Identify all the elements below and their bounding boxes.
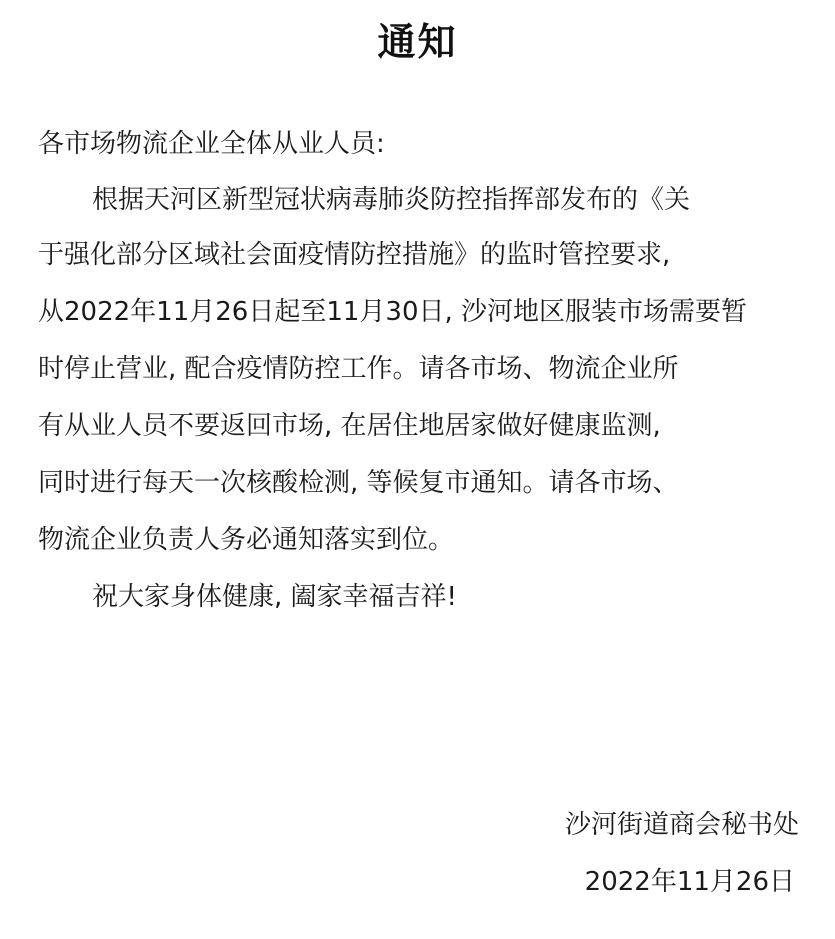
body-line: 有从业人员不要返回市场, 在居住地居家做好健康监测, (38, 411, 661, 441)
notice-salutation: 各市场物流企业全体从业人员: (38, 129, 385, 159)
body-line: 时停止营业, 配合疫情防控工作。请各市场、物流企业所 (38, 354, 679, 384)
body-line: 根据天河区新型冠状病毒肺炎防控指挥部发布的《关 (92, 185, 691, 215)
body-line: 同时进行每天一次核酸检测, 等候复市通知。请各市场、 (38, 468, 679, 498)
signer-name: 沙河街道商会秘书处 (564, 810, 799, 840)
issue-date: 2022年11月26日 (584, 867, 795, 897)
closing-wishes: 祝大家身体健康, 阖家幸福吉祥! (92, 582, 457, 612)
notice-title: 通知 (377, 20, 458, 64)
body-line: 物流企业负责人务必通知落实到位。 (38, 525, 455, 555)
body-line: 从2022年11月26日起至11月30日, 沙河地区服装市场需要暂 (38, 297, 748, 327)
body-line: 于强化部分区域社会面疫情防控措施》的监时管控要求, (38, 240, 671, 270)
